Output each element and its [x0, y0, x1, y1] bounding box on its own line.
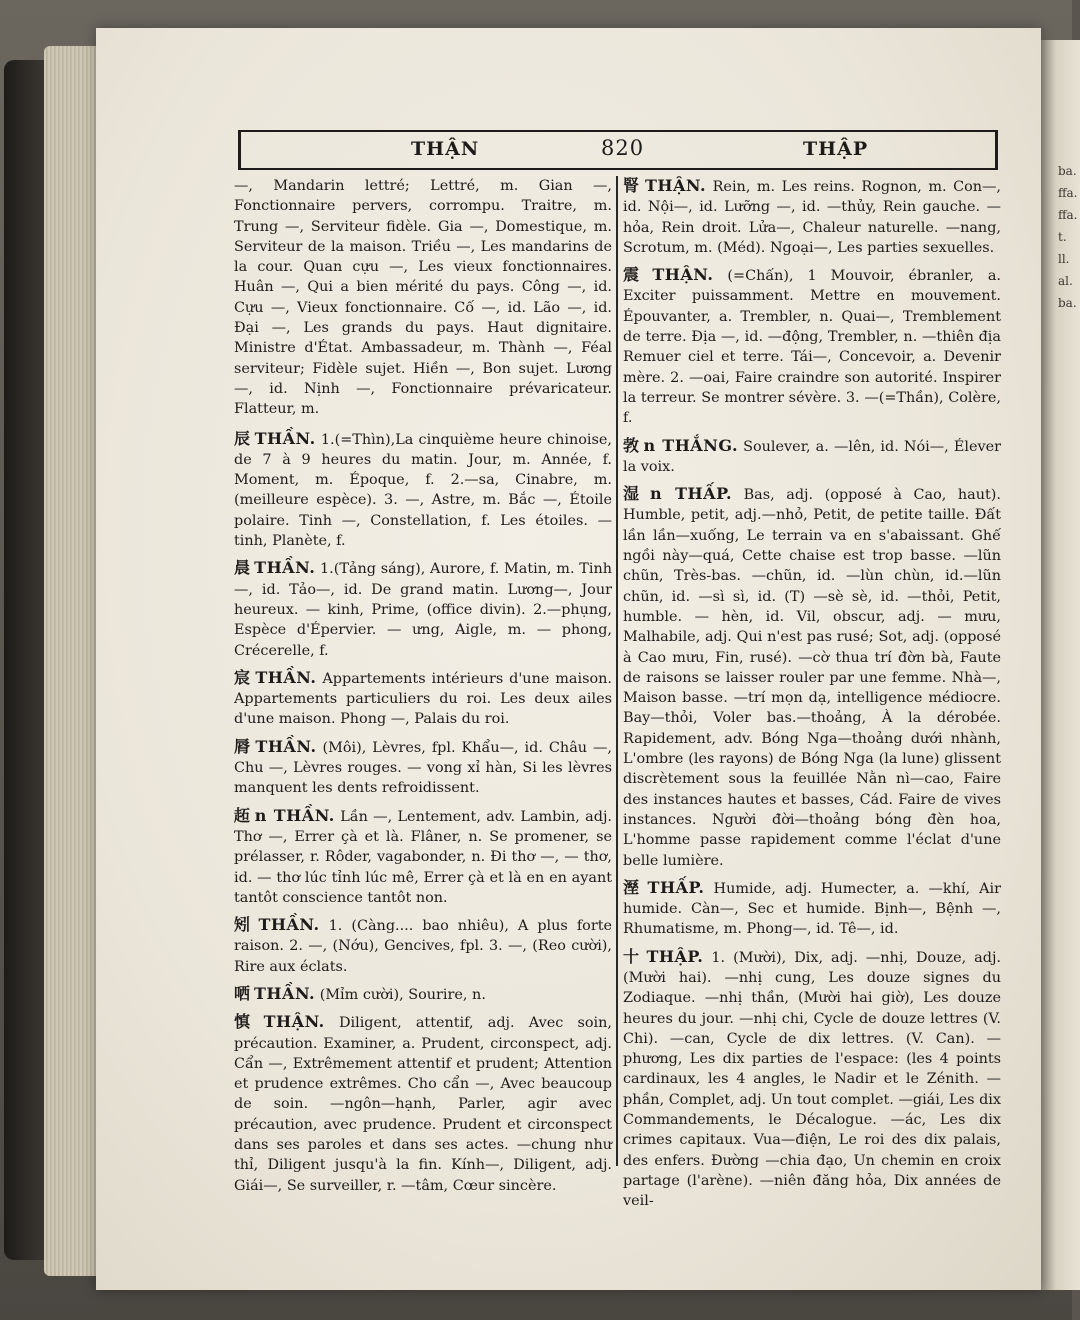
entry	[623, 436, 1001, 478]
header-left-word: THẬN	[411, 138, 480, 160]
page-number: 820	[601, 136, 645, 160]
entry	[623, 176, 1001, 258]
entry-character: 慎	[234, 1012, 260, 1032]
entry-character: 㪍	[623, 435, 640, 455]
entry	[623, 265, 1001, 428]
entry-body: Diligent, attentif, adj. Avec soin, précaution. Examiner, a. Prudent, circonspect, adj. Cẩn —, Extrêmement attentif et prudent; Attention et prudence extrêmes. Cho cẩn —, Avec beaucoup de soin. —ngôn—hạnh, Parler, agir avec précaution, avec prudence. Prudent et circonspect dans ses paroles et dans ses actes. —chung như thỉ, Diligent jusqu'à la fin. Kính—, Diligent, adj. Giái—, Se surveiller, r. —tâm, Cœur sincère.	[234, 1015, 612, 1194]
entry-headword: n THẤP.	[649, 484, 733, 504]
entry-character: 震	[623, 265, 649, 285]
entry-body: (Mỉm cười), Sourire, n.	[319, 986, 486, 1003]
entry-headword: THẦN.	[254, 983, 316, 1003]
entry-headword: THẦN.	[254, 558, 316, 578]
header-right-word: THẬP	[803, 138, 869, 160]
entry-character: 湿	[623, 484, 646, 504]
entry-headword: THẦN.	[255, 736, 317, 756]
entry	[234, 984, 612, 1005]
entry-body: Soulever, a. —lên, id. Nói—, Élever la voix.	[623, 438, 1001, 475]
entry	[234, 1012, 612, 1196]
entry-body: Rein, m. Les reins. Rognon, m. Con—, id. Nội—, id. Lưỡng —, id. —thủy, Rein gauche. —hỏa, Rein droit. Lửa—, Chaleur naturelle. —nang, Scrotum, m. (Méd). Ngoại—, Les parties sexuelles.	[623, 179, 1002, 256]
left-column	[234, 176, 612, 1203]
entry-body: —, Mandarin lettré; Lettré, m. Gian —, Fonctionnaire pervers, corrompu. Traitre, m. Trung —, Serviteur fidèle. Gia —, Domestique, m. Serviteur de la maison. Triều —, Les mandarins de la cour. Quan cựu —, Les vieux fonctionnaires. Huân —, Qui a bien mérité du pays. Công —, id. Cựu —, Vieux fonctionnaire. Cố —, id. Lão —, id. Đại —, Les grands du pays. Haut dignitaire. Ministre d'État. Ambassadeur, m. Thành —, Féal serviteur; Fidèle sujet. Hiền —, Bon sujet. Lương —, id. Nịnh —, Fonctionnaire prévaricateur. Flatteur, m.	[234, 178, 612, 418]
running-header	[238, 130, 998, 170]
column-divider	[616, 176, 618, 1166]
entry-body: (=Chấn), 1 Mouvoir, ébranler, a. Exciter puissamment. Mettre en mouvement. Épouvanter, a. Trembler, n. Quai—, Tremblement de terre. Địa —, id. —động, Trembler, n. —thiên địa Remuer ciel et terre. Tái—, Concevoir, a. Devenir mère. 2. —oai, Faire craindre son autorité. Inspirer la terreur. Se montrer sévère. 3. —(=Thần), Colère, f.	[623, 268, 1001, 427]
entry-headword: THẬN.	[652, 265, 714, 285]
entry-headword: THẤP.	[647, 877, 705, 897]
entry-character: 脣	[234, 736, 252, 756]
entry-headword: THẦN.	[254, 428, 316, 448]
entry-body: 1. (Càng.... bao nhiêu), A plus forte raison. 2. —, (Nớu), Gencives, fpl. 3. —, (Reo cười), Rire aux éclats.	[234, 918, 612, 975]
entry-body: Humide, adj. Humecter, a. —khí, Air humide. Càn—, Sec et humide. Bịnh—, Bệnh —, Rhumatisme, m. Phong—, id. Tê—, id.	[623, 880, 1001, 938]
entry-body: 1.(=Thìn),La cinquième heure chinoise, de 7 à 9 heures du matin. Jour, m. Année, f. Moment, m. Époque, f. 2.—sa, Cinabre, m. (meilleure espèce). 3. —, Astre, m. Bắc —, Étoile polaire. Tinh —, Constellation, f. Les étoiles. — tinh, Planète, f.	[234, 431, 612, 550]
entry	[623, 484, 1001, 871]
entry-character: 腎	[623, 176, 641, 195]
entry-headword: THẦN.	[255, 667, 317, 687]
right-column	[623, 176, 1001, 1219]
entry-body: Appartements intérieurs d'une maison. Appartements particuliers du roi. Les deux ailes d'une maison. Phong —, Palais du roi.	[234, 670, 612, 728]
entry-body: (Môi), Lèvres, fpl. Khẩu—, id. Châu —, Chu —, Lèvres rouges. — vong xỉ hàn, Si les lèvres manquent les dents refroidissent.	[234, 739, 612, 797]
entry-headword: THẬN.	[644, 176, 707, 195]
entry	[234, 806, 612, 908]
entry-body: 1. (Mười), Dix, adj. —nhị, Douze, adj. (Mười hai). —nhị cung, Les douze signes du Zodiaque. —nhị thần, (Mười hai giờ), Les douze heures du jour. —nhị chi, Cycle de douze lettres (V. Chi). —can, Cycle de dix lettres. (V. Can). —phương, Les dix parties de l'espace: (les 4 points cardinaux, les 4 angles, le Nadir et le Zénith. —phần, Complet, adj. Un tout complet. —giái, Les dix Commandements, le Décalogue. —ác, Les dix crimes capitaux. Vua—điện, Le roi des dix palais, des enfers. Đường —chia đạo, Un chemin en croix partage (l'arène). —niên đăng hỏa, Dix années de veil-	[623, 949, 1002, 1210]
entry-character: 䞠	[234, 805, 251, 825]
entry-character: 宸	[234, 667, 252, 687]
entry	[234, 915, 612, 977]
entry-character: 十	[623, 946, 643, 966]
entry-body: Lần —, Lentement, adv. Lambin, adj. Thơ —, Errer çà et là. Flâner, n. Se promener, se prélasser, r. Rôder, vagabonder, n. Đi thơ —, — thơ, id. — thơ lúc tỉnh lúc mê, Errer çà et là en en ayant tantôt conscience tantôt non.	[234, 808, 612, 906]
entry	[234, 176, 612, 420]
entry-body: Bas, adj. (opposé à Cao, haut). Humble, petit, adj.—nhỏ, Petit, de petite taille. Đất lần lần—xuống, Le terrain va en s'abaissant. Ghế ngồi này—quá, Cette chaise est trop basse. —lũn chũn, Très-bas. —chũn, id. —lùn chùn, id.—lũn chũn, id. —sì sì, id. (T) —sè sè, id. —thỏi, Petit, humble. — hèn, id. Vil, obscur, adj. — mưu, Malhabile, adj. Qui n'est pas rusé; Sot, adj. (opposé à Cao mưu, Fin, rusé). —cờ thua trí đờn bà, Faute de raisons se laisser rouler par une femme. Nhà—, Maison basse. —trí mọn dạ, intelligence médiocre. Bay—thỏi, Voler bas.—thoảng, À la dérobée. Rapidement, adv. Bóng Nga—thoảng dưới nhành, L'ombre (les rayons) de Bóng Nga (la lune) glissent discrètement sous la feuillée Nằn nì—cao, Faire des instances hautes et basses, Cád. Faire de vives instances. Người đời—thoảng bóng đèn hoa, L'homme passe rapidement comme l'éclat d'une belle lumière.	[623, 487, 1001, 869]
entry-headword: THẬP.	[646, 946, 704, 966]
entry	[234, 737, 612, 799]
facing-page-text: ba. ffa. ffa. t. ll. al. ba.	[1058, 164, 1078, 310]
entry-character: 辰	[234, 428, 251, 448]
entry	[234, 558, 612, 660]
entry	[623, 878, 1001, 940]
entry	[234, 668, 612, 730]
entry-headword: n THẮNG.	[643, 435, 739, 455]
entry-character: 晨	[234, 558, 251, 578]
entry	[623, 947, 1001, 1212]
entry-headword: THẬN.	[263, 1012, 325, 1032]
entry	[234, 429, 612, 552]
entry-character: 溼	[623, 877, 644, 897]
entry-body: 1.(Tảng sáng), Aurore, f. Matin, m. Tinh—, id. Tảo—, id. De grand matin. Lương—, Jour heureux. — kinh, Prime, (office divin). 2.—phụng, Espèce d'Épervier. — ưng, Aigle, m. — phong, Crécerelle, f.	[234, 561, 612, 659]
entry-headword: n THẦN.	[254, 805, 335, 825]
entry-headword: THẦN.	[258, 915, 320, 935]
entry-character: 矧	[234, 915, 255, 935]
entry-character: 哂	[234, 983, 251, 1003]
